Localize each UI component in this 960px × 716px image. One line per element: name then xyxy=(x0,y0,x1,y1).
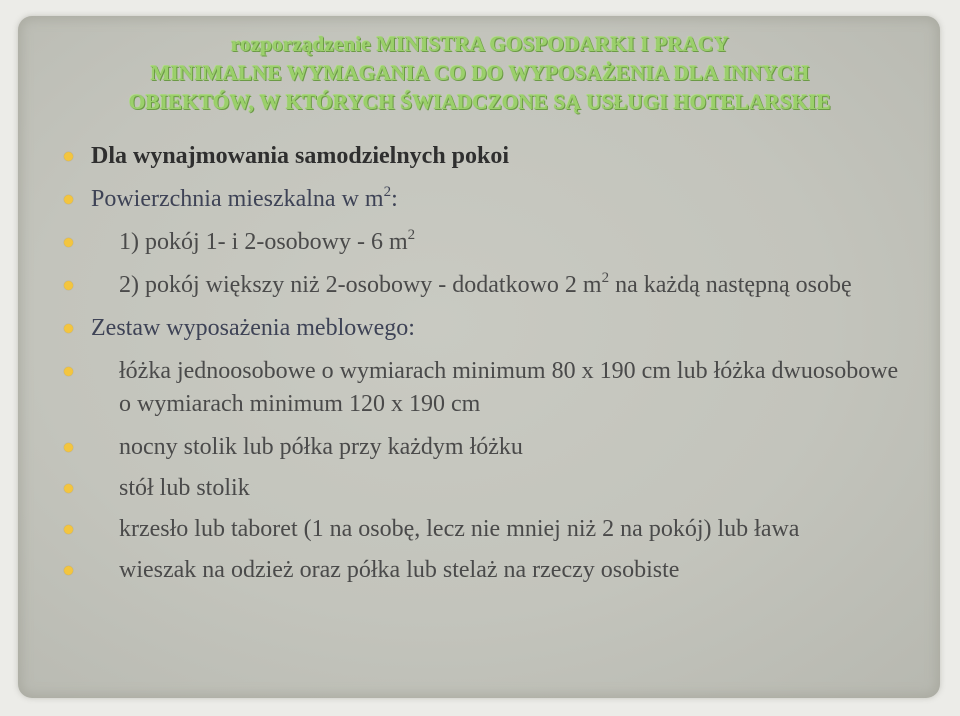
table-text: stół lub stolik xyxy=(119,475,250,501)
section-heading: Dla wynajmowania samodzielnych pokoi xyxy=(91,143,510,169)
list-item-area xyxy=(64,183,904,216)
room-small-text: 1) pokój 1- i 2-osobowy - 6 m xyxy=(119,229,408,255)
room-large-text: 2) pokój większy niż 2-osobowy - dodatkowo 2 m xyxy=(119,272,602,298)
bullet-icon xyxy=(64,367,73,376)
area-text: Powierzchnia mieszkalna w m xyxy=(91,186,384,212)
room-small-superscript: 2 xyxy=(407,227,416,243)
bullet-icon xyxy=(64,281,73,290)
area-superscript: 2 xyxy=(383,184,392,200)
list-item-furniture xyxy=(64,312,904,345)
bullet-icon xyxy=(64,238,73,247)
list-item-nightstand xyxy=(64,431,904,464)
title-line-1: rozporządzenie MINISTRA GOSPODARKI I PRACY xyxy=(230,32,729,56)
list-item-table xyxy=(64,472,904,505)
bullet-icon xyxy=(64,443,73,452)
title-line-3: OBIEKTÓW, W KTÓRYCH ŚWIADCZONE SĄ USŁUGI HOTELARSKIE xyxy=(129,90,831,114)
beds-text: łóżka jednoosobowe o wymiarach minimum 80 x 190 cm lub łóżka dwuosobowe o wymiarach minimum 120 x 190 cm xyxy=(119,358,899,417)
bullet-icon xyxy=(64,195,73,204)
list-item-hanger xyxy=(64,554,904,587)
bullet-icon xyxy=(64,525,73,534)
list-item-room-small xyxy=(64,226,904,259)
slide-title xyxy=(0,30,960,117)
bullet-icon xyxy=(64,566,73,575)
furniture-heading: Zestaw wyposażenia meblowego: xyxy=(91,315,415,341)
area-suffix: : xyxy=(391,186,398,212)
bullet-icon xyxy=(64,324,73,333)
bullet-icon xyxy=(64,152,73,161)
list-item-heading xyxy=(64,140,904,173)
list-item-beds xyxy=(64,355,904,421)
chair-text: krzesło lub taboret (1 na osobę, lecz nie mniej niż 2 na pokój) lub ława xyxy=(119,516,800,542)
room-large-text-continued: na każdą następną osobę xyxy=(609,272,852,298)
list-item-room-large xyxy=(64,269,904,302)
bullet-icon xyxy=(64,484,73,493)
room-large-superscript: 2 xyxy=(601,270,610,286)
nightstand-text: nocny stolik lub półka przy każdym łóżku xyxy=(119,434,523,460)
bullet-list xyxy=(64,140,904,587)
title-line-2: MINIMALNE WYMAGANIA CO DO WYPOSAŻENIA DLA INNYCH xyxy=(150,61,810,85)
list-item-chair xyxy=(64,513,904,546)
hanger-text: wieszak na odzież oraz półka lub stelaż na rzeczy osobiste xyxy=(119,557,680,583)
